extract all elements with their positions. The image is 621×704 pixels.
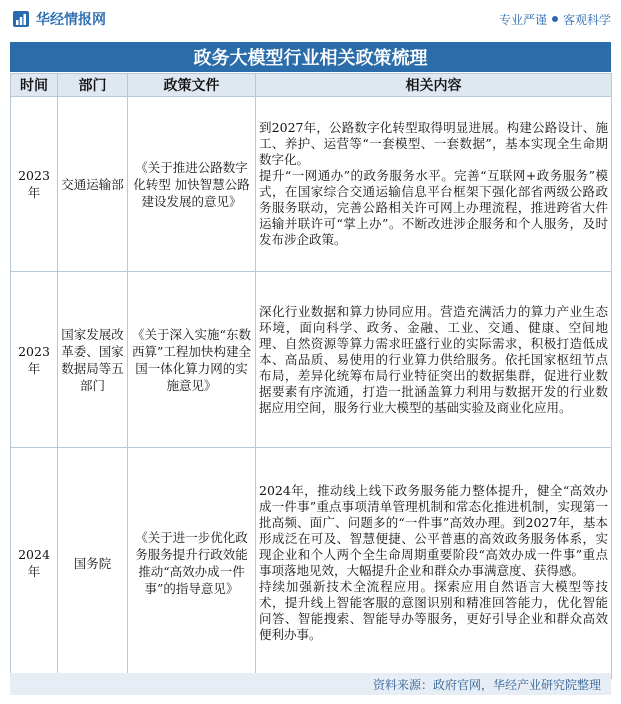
table-row [11,97,612,272]
brand [12,9,106,29]
content-paragraph: 提升“一网通办”的政务服务水平。完善“互联网+政务服务”模式，在国家综合交通运输信息平台框架下强化部省两级公路政务服务联动，完善公路相关许可网上办理流程，推进跨省大件运输并联许可“掌上办”。不断改进涉企服务和个人服务，及时发布涉企政策。 [259,168,608,247]
table-header-row [11,74,612,97]
content-paragraph: 深化行业数据和算力协同应用。营造充满活力的算力产业生态环境，面向科学、政务、金融、工业、交通、健康、空间地理、自然资源等算力需求旺盛行业的实际需求，积极打造低成本、高品质、易使用的行业算力供给服务。依托国家枢纽节点布局，差异化统筹布局行业特征突出的数据集群，促进行业数据要素有序流通，打造一批涵盖算力利用与数据开发的行业数据应用空间，服务行业大模型的基础实验及商业化应用。 [259,303,608,415]
row-content [256,272,612,448]
content-paragraph: 2024年，推动线上线下政务服务能力整体提升，健全“高效办成一件事”重点事项清单管理机制和常态化推进机制，实现第一批高频、面广、问题多的“一件事”高效办理。到2027年，基本形成泛在可及、智慧便捷、公平普惠的高效政务服务体系，实现企业和个人两个全生命周期重要阶段“高效办成一件事”重点事项落地见效，大幅提升企业和群众办事满意度、获得感。 [259,483,608,578]
row-content [256,448,612,679]
slogan-right: 客观科学 [562,12,611,27]
row-doc: 《关于推进公路数字化转型 加快智慧公路建设发展的意见》 [128,97,256,272]
slogan [499,11,611,28]
row-year: 2023年 [11,272,58,448]
table-row [11,448,612,679]
row-content [256,97,612,272]
table-row [11,272,612,448]
content-paragraph: 到2027年，公路数字化转型取得明显进展。构建公路设计、施工、养护、运营等“一套模型、一套数据”，基本实现全生命期数字化。 [259,120,608,167]
source-footer: 资料来源：政府官网，华经产业研究院整理 [10,673,611,695]
row-dept: 交通运输部 [58,97,128,272]
slogan-left: 专业严谨 [498,12,547,27]
row-year: 2024年 [11,448,58,679]
content-paragraph: 持续加强新技术全流程应用。探索应用自然语言大模型等技术，提升线上智能客服的意图识别和精准回答能力，优化智能问答、智能搜索、智能导办等服务，更好引导企业和群众高效便利办事。 [259,579,608,642]
dot-icon [552,16,558,22]
row-dept: 国家发展改革委、国家数据局等五部门 [58,272,128,448]
column-header-dept: 部门 [58,74,128,97]
column-header-content: 相关内容 [256,74,612,97]
row-doc: 《关于深入实施“东数西算”工程加快构建全国一体化算力网的实施意见》 [128,272,256,448]
page-title: 政务大模型行业相关政策梳理 [10,42,611,72]
row-doc: 《关于进一步优化政务服务提升行政效能推动“高效办成一件事”的指导意见》 [128,448,256,679]
top-bar [0,0,621,38]
column-header-time: 时间 [11,74,58,97]
policy-table [10,73,612,679]
column-header-doc: 政策文件 [128,74,256,97]
bar-chart-logo-icon [12,10,30,28]
brand-name: 华经情报网 [36,12,106,28]
row-year: 2023年 [11,97,58,272]
row-dept: 国务院 [58,448,128,679]
